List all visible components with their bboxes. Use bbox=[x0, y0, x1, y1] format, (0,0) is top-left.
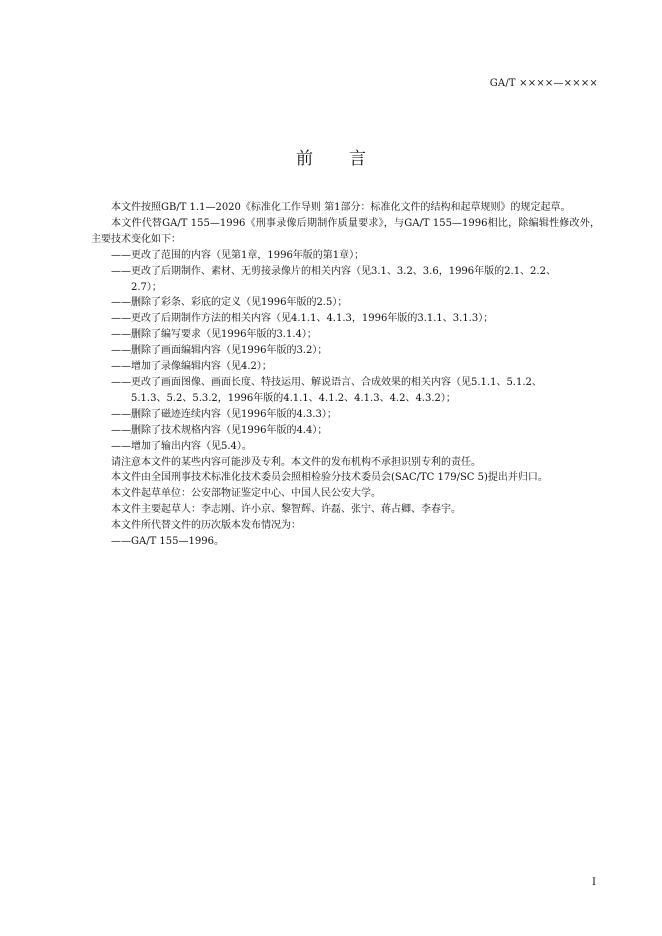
list-item: ——删除了编写要求（见1996年版的3.1.4）； bbox=[111, 329, 317, 341]
list-item: ——更改了后期制作、素材、无剪接录像片的相关内容（见3.1、3.2、3.6，1996年版的2.1、2.2、 2.7）； bbox=[111, 265, 556, 293]
list-item: ——增加了输出内容（见5.4）。 bbox=[111, 440, 252, 452]
list-item: ——删除了磁迹连续内容（见1996年版的4.3.3）； bbox=[111, 408, 337, 420]
list-item: ——更改了后期制作方法的相关内容（见4.1.1、4.1.3，1996年版的3.1.1、3.1.3）； bbox=[111, 313, 494, 325]
changes-list bbox=[91, 248, 600, 455]
paragraph-patent-notice: 请注意本文件的某些内容可能涉及专利。本文件的发布机构不承担识别专利的责任。 bbox=[111, 456, 481, 468]
list-item: ——更改了范围的内容（见第1章，1996年版的第1章）； bbox=[111, 249, 365, 261]
paragraph-drafting-units: 本文件起草单位：公安部物证鉴定中心、中国人民公安大学。 bbox=[111, 488, 381, 500]
list-item: ——删除了技术规格内容（见1996年版的4.4）； bbox=[111, 424, 328, 436]
paragraph-history-item: ——GA/T 155—1996。 bbox=[111, 536, 224, 548]
page-title: 前言 bbox=[296, 149, 402, 169]
paragraph-history-intro: 本文件所代替文件的历次版本发布情况为： bbox=[111, 520, 301, 532]
list-item: ——增加了录像编辑内容（见4.2）； bbox=[111, 361, 272, 373]
paragraph-drafting-basis: 本文件按照GB/T 1.1—2020《标准化工作导则 第1部分：标准化文件的结构和起草规则》的规定起草。 bbox=[111, 202, 571, 213]
paragraph-drafters: 本文件主要起草人：李志刚、许小京、黎智辉、许磊、张宁、蒋占卿、李春宇。 bbox=[111, 504, 461, 516]
list-item: ——删除了画面编辑内容（见1996年版的3.2）； bbox=[111, 345, 328, 357]
list-item: ——删除了彩条、彩底的定义（见1996年版的2.5）； bbox=[111, 297, 348, 309]
page-number: I bbox=[592, 877, 596, 888]
document-code: GA/T ××××—×××× bbox=[489, 78, 598, 89]
paragraph-proposer: 本文件由全国刑事技术标准化技术委员会照相检验分技术委员会(SAC/TC 179/SC 5)提出并归口。 bbox=[111, 472, 548, 484]
list-item: ——更改了画面图像、画面长度、特技运用、解说语言、合成效果的相关内容（见5.1.1、5.1.2、 5.1.3、5.2、5.3.2，1996年版的4.1.1、4.1.2、4.1.3、4.2、4.3.2）； bbox=[111, 376, 542, 404]
paragraph-replacement: 本文件代替GA/T 155—1996《刑事录像后期制作质量要求》，与GA/T 155—1996相比，除编辑性修改外，主要技术变化如下： bbox=[91, 217, 600, 245]
foreword-body bbox=[91, 200, 600, 550]
